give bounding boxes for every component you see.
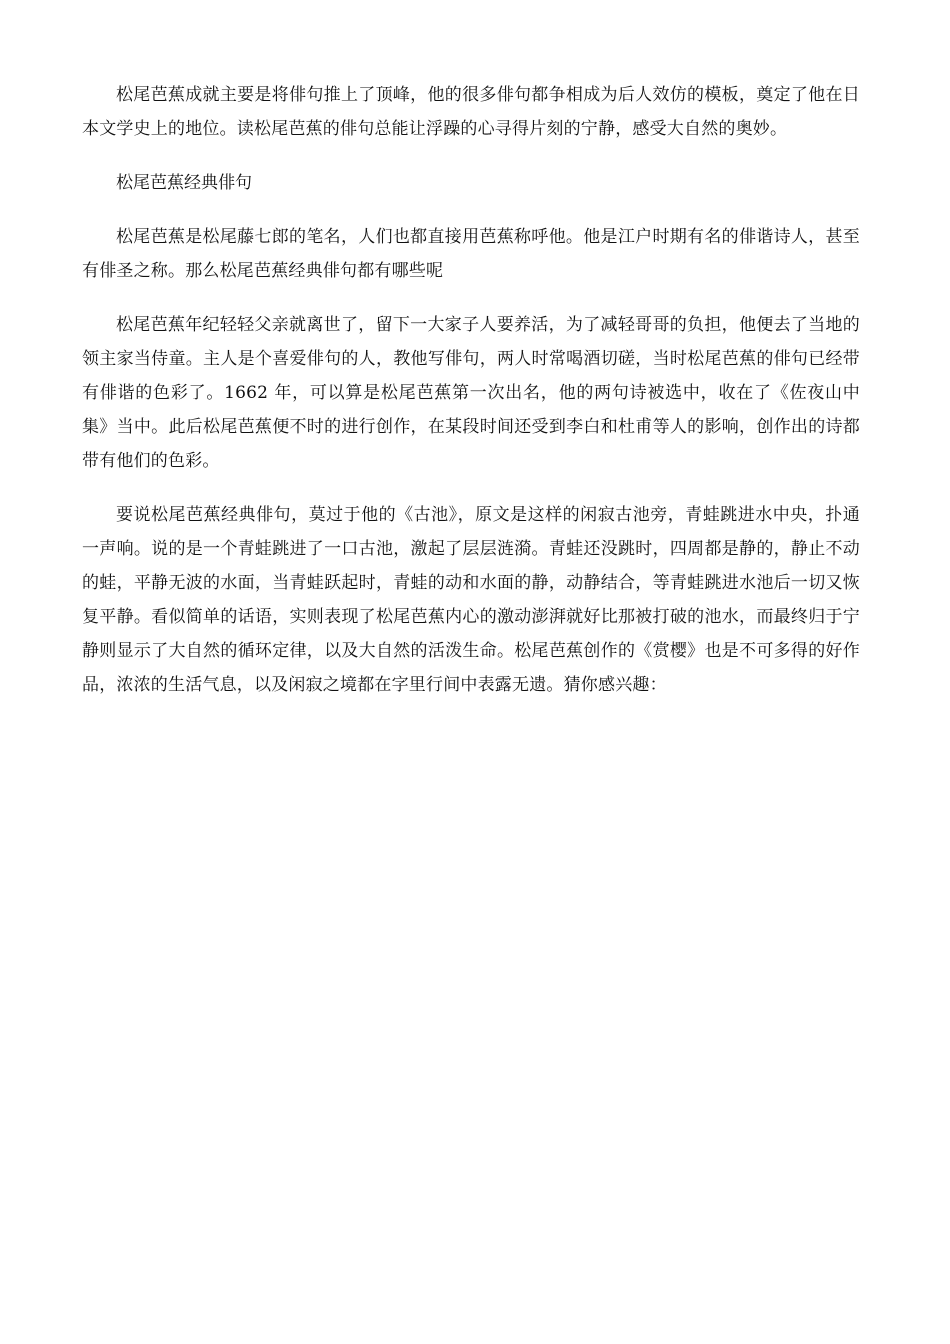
paragraph-about: 松尾芭蕉是松尾藤七郎的笔名，人们也都直接用芭蕉称呼他。他是江户时期有名的俳谐诗人，甚至有俳圣之称。那么松尾芭蕉经典俳句都有哪些呢 (82, 227, 860, 281)
paragraph-intro: 松尾芭蕉成就主要是将俳句推上了顶峰，他的很多俳句都争相成为后人效仿的模板，奠定了他在日本文学史上的地位。读松尾芭蕉的俳句总能让浮躁的心寻得片刻的宁静，感受大自然的奥妙。 (82, 85, 860, 139)
section-heading: 松尾芭蕉经典俳句 (116, 173, 252, 193)
paragraph-biography: 松尾芭蕉年纪轻轻父亲就离世了，留下一大家子人要养活，为了减轻哥哥的负担，他便去了当地的领主家当侍童。主人是个喜爱俳句的人，教他写俳句，两人时常喝酒切磋，当时松尾芭蕉的俳句已经带有俳谐的色彩了。1662 年，可以算是松尾芭蕉第一次出名，他的两句诗被选中，收在了《佐夜山中集》当中。此后松尾芭蕉便不时的进行创作，在某段时间还受到李白和杜甫等人的影响，创作出的诗都带有他们的色彩。 (82, 315, 860, 471)
paragraph-old-pond: 要说松尾芭蕉经典俳句，莫过于他的《古池》，原文是这样的闲寂古池旁，青蛙跳进水中央，扑通一声响。说的是一个青蛙跳进了一口古池，激起了层层涟漪。青蛙还没跳时，四周都是静的，静止不动的蛙，平静无波的水面，当青蛙跃起时，青蛙的动和水面的静，动静结合，等青蛙跳进水池后一切又恢复平静。看似简单的话语，实则表现了松尾芭蕉内心的激动澎湃就好比那被打破的池水，而最终归于宁静则显示了大自然的循环定律，以及大自然的活泼生命。松尾芭蕉创作的《赏樱》也是不可多得的好作品，浓浓的生活气息，以及闲寂之境都在字里行间中表露无遗。猜你感兴趣： (82, 505, 860, 695)
